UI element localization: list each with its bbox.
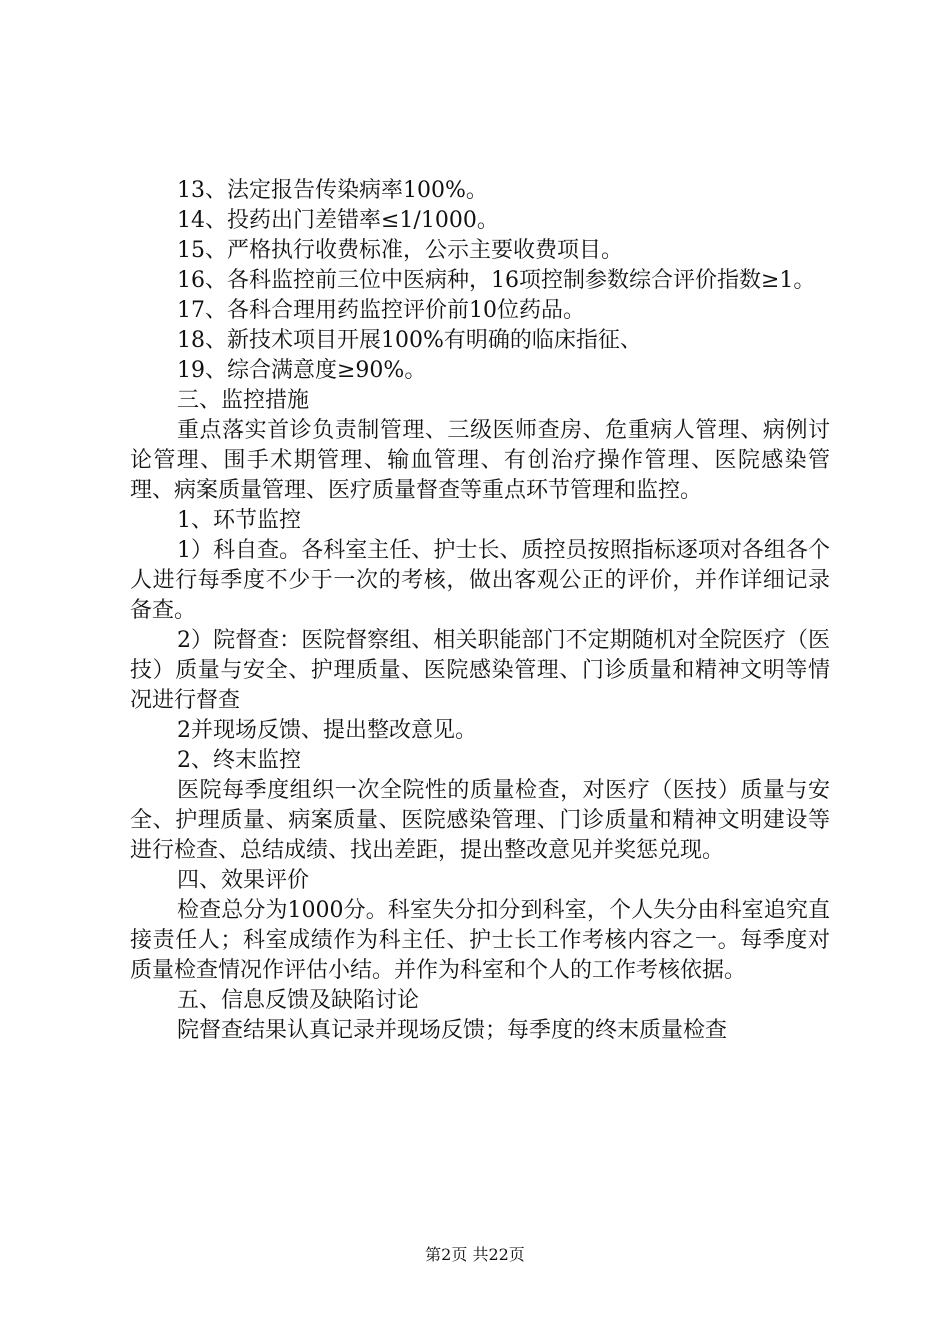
paragraph-item-13: 13、法定报告传染病率100%。 [177, 178, 488, 203]
paragraph-hospital-supervision: 2）院督查：医院督察组、相关职能部门不定期随机对全院医疗（医技）质量与安全、护理质量、医院感染管理、门诊质量和精神文明等情况进行督查 [130, 628, 830, 713]
document-body [130, 176, 830, 1046]
paragraph-item-18: 18、新技术项目开展100%有明确的临床指征、 [177, 328, 642, 353]
paragraph-supervision-record: 院督查结果认真记录并现场反馈；每季度的终末质量检查 [177, 1018, 728, 1043]
paragraph-quarterly-inspection: 医院每季度组织一次全院性的质量检查，对医疗（医技）质量与安全、护理质量、病案质量、医院感染管理、门诊质量和精神文明建设等进行检查、总结成绩、找出差距，提出整改意见并奖惩兑现。 [130, 778, 830, 863]
section-heading-monitoring-measures: 三、监控措施 [177, 388, 310, 413]
paragraph-item-14: 14、投药出门差错率≤1/1000。 [177, 208, 499, 233]
paragraph-item-16: 16、各科监控前三位中医病种，16项控制参数综合评价指数≥1。 [177, 268, 816, 293]
paragraph-item-15: 15、严格执行收费标准，公示主要收费项目。 [177, 238, 623, 263]
paragraph-feedback: 2并现场反馈、提出整改意见。 [177, 718, 477, 743]
paragraph-item-17: 17、各科合理用药监控评价前10位药品。 [177, 298, 585, 323]
paragraph-self-check: 1）科自查。各科室主任、护士长、质控员按照指标逐项对各组各个人进行每季度不少于一次的考核，做出客观公正的评价，并作详细记录备查。 [130, 538, 830, 623]
page-footer: 第2页 共22页 [425, 1245, 525, 1264]
subheading-final-monitoring: 2、终末监控 [177, 748, 301, 773]
section-heading-evaluation: 四、效果评价 [177, 868, 310, 893]
section-heading-feedback-discussion: 五、信息反馈及缺陷讨论 [177, 988, 420, 1013]
subheading-process-monitoring: 1、环节监控 [177, 508, 301, 533]
paragraph-item-19: 19、综合满意度≥90%。 [177, 358, 427, 383]
paragraph-scoring: 检查总分为1000分。科室失分扣分到科室，个人失分由科室追究直接责任人；科室成绩作为科主任、护士长工作考核内容之一。每季度对质量检查情况作评估小结。并作为科室和个人的工作考核依据。 [130, 898, 830, 983]
paragraph-key-focus: 重点落实首诊负责制管理、三级医师查房、危重病人管理、病例讨论管理、围手术期管理、输血管理、有创治疗操作管理、医院感染管理、病案质量管理、医疗质量督查等重点环节管理和监控。 [130, 418, 830, 503]
